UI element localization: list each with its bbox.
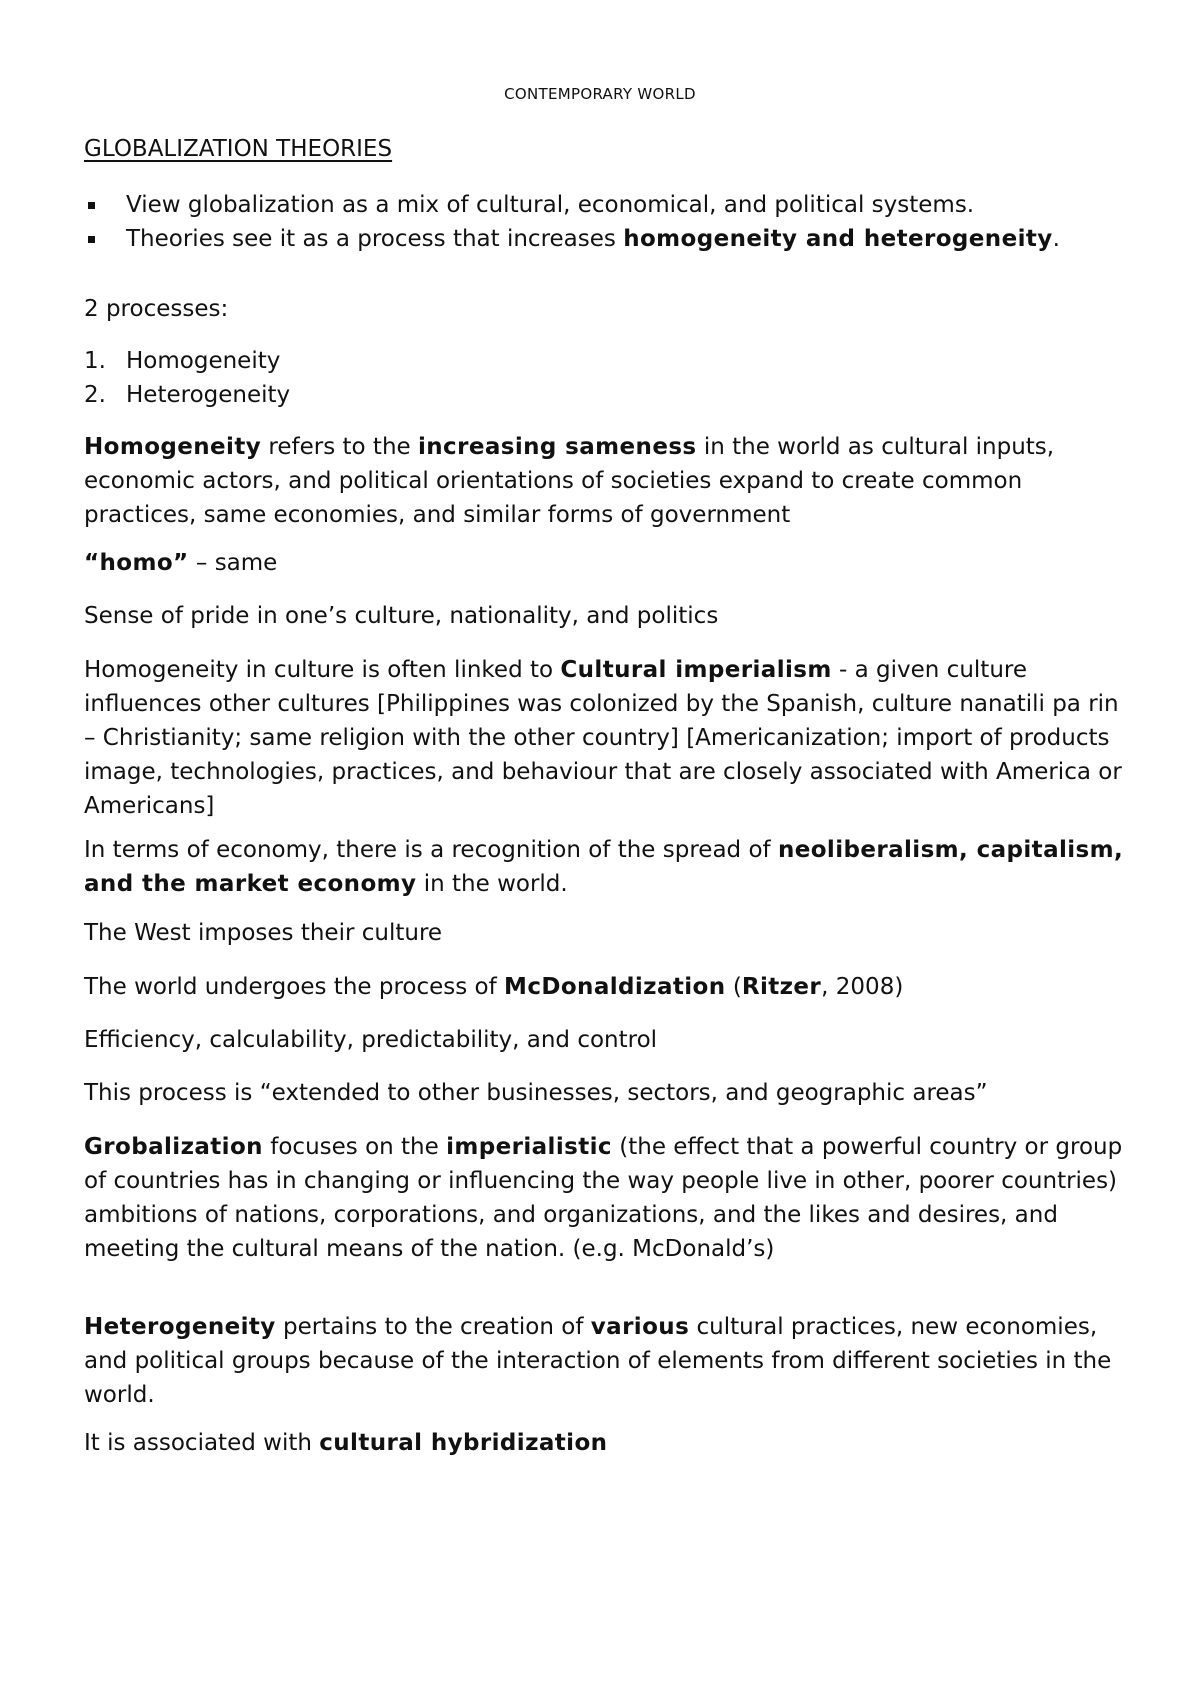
square-bullet-icon bbox=[88, 236, 95, 243]
paragraph-text: focuses on the bbox=[262, 1134, 447, 1160]
bullet-item bbox=[84, 222, 1124, 256]
process-number: 1. bbox=[84, 348, 106, 374]
square-bullet-icon bbox=[88, 202, 95, 209]
paragraph-text: Homogeneity in culture is often linked to bbox=[84, 657, 561, 683]
term-homogeneity: Homogeneity bbox=[84, 434, 262, 460]
pride-paragraph: Sense of pride in one’s culture, nationality, and politics bbox=[84, 603, 719, 629]
hybridization-paragraph bbox=[84, 1426, 1129, 1460]
heterogeneity-paragraph bbox=[84, 1310, 1129, 1412]
process-item bbox=[84, 344, 1124, 378]
term-increasing-sameness: increasing sameness bbox=[418, 434, 697, 460]
paragraph-text: pertains to the creation of bbox=[275, 1314, 591, 1340]
homo-definition bbox=[84, 546, 1129, 580]
theory-bullets bbox=[84, 188, 1124, 256]
efficiency-paragraph: Efficiency, calculability, predictability, and control bbox=[84, 1027, 658, 1053]
processes-list bbox=[84, 344, 1124, 412]
paragraph-text: – same bbox=[188, 550, 278, 576]
term-mcdonaldization: McDonaldization bbox=[504, 974, 726, 1000]
grobalization-paragraph bbox=[84, 1130, 1129, 1266]
paragraph-text: refers to the bbox=[261, 434, 418, 460]
term-ritzer: Ritzer bbox=[741, 974, 822, 1000]
paragraph-text: in the world. bbox=[416, 871, 568, 897]
bullet-item bbox=[84, 188, 1124, 222]
paragraph-text: cultural practices, new economies, and political groups because of the interaction of elements from different societies in the world. bbox=[84, 1314, 1112, 1408]
west-paragraph: The West imposes their culture bbox=[84, 920, 443, 946]
bullet-text: Theories see it as a process that increases bbox=[126, 226, 624, 252]
term-homo: “homo” bbox=[84, 550, 189, 576]
paragraph-text: The world undergoes the process of bbox=[84, 974, 505, 1000]
paragraph-text: ( bbox=[725, 974, 742, 1000]
paragraph-text: It is associated with bbox=[84, 1430, 320, 1456]
term-imperialistic: imperialistic bbox=[446, 1134, 612, 1160]
term-neoliberalism: neoliberalism, capitalism, and the market economy bbox=[84, 837, 1124, 897]
term-cultural-hybridization: cultural hybridization bbox=[319, 1430, 608, 1456]
imperialism-paragraph bbox=[84, 653, 1129, 823]
bullet-text: . bbox=[1052, 226, 1060, 252]
homogeneity-paragraph bbox=[84, 430, 1129, 532]
section-title: GLOBALIZATION THEORIES bbox=[84, 136, 393, 162]
term-grobalization: Grobalization bbox=[84, 1134, 263, 1160]
process-label: Homogeneity bbox=[126, 348, 281, 374]
term-heterogeneity: Heterogeneity bbox=[84, 1314, 276, 1340]
term-various: various bbox=[590, 1314, 690, 1340]
paragraph-text: (the effect that a powerful country or group of countries has in changing or influencing the way people live in other, poorer countries) ambitions of nations, corporations, and organizations, and the likes and desires, and meeting the cultural means of the nation. (e.g. McDonald’s) bbox=[84, 1134, 1123, 1262]
extended-paragraph: This process is “extended to other businesses, sectors, and geographic areas” bbox=[84, 1080, 988, 1106]
mcdonaldization-paragraph bbox=[84, 970, 1129, 1004]
process-number: 2. bbox=[84, 382, 106, 408]
paragraph-text: - a given culture influences other cultures [Philippines was colonized by the Spanish, culture nanatili pa rin – Christianity; same religion with the other country] [Americanization; import of products image, technologies, practices, and behaviour that are closely associated with America or Americans] bbox=[84, 657, 1122, 819]
paragraph-text: in the world as cultural inputs, economic actors, and political orientations of societies expand to create common practices, same economies, and similar forms of government bbox=[84, 434, 1055, 528]
process-item bbox=[84, 378, 1124, 412]
bullet-bold-text: homogeneity and heterogeneity bbox=[623, 226, 1053, 252]
paragraph-text: , 2008) bbox=[821, 974, 904, 1000]
paragraph-text: In terms of economy, there is a recognition of the spread of bbox=[84, 837, 778, 863]
term-cultural-imperialism: Cultural imperialism bbox=[560, 657, 832, 683]
process-label: Heterogeneity bbox=[126, 382, 291, 408]
processes-label: 2 processes: bbox=[84, 296, 229, 322]
bullet-text: View globalization as a mix of cultural, economical, and political systems. bbox=[126, 192, 975, 218]
document-header: CONTEMPORARY WORLD bbox=[504, 85, 696, 103]
economy-paragraph bbox=[84, 833, 1129, 901]
